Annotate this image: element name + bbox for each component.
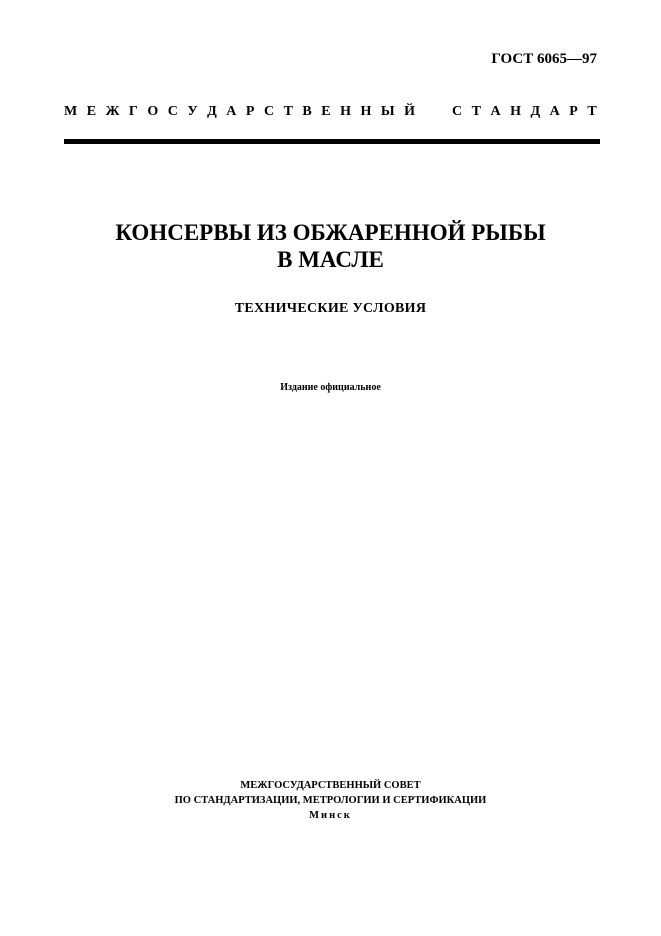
document-title <box>0 219 661 273</box>
standard-type-letter: Г <box>128 104 138 119</box>
word-gap <box>425 104 443 120</box>
standard-number: ГОСТ 6065—97 <box>491 51 597 67</box>
standard-type-letter: Н <box>340 104 351 119</box>
standard-type-letter: М <box>64 104 78 119</box>
standard-type-letter: Р <box>569 104 578 119</box>
title-line-2: В МАСЛЕ <box>277 247 384 272</box>
standard-type-letter: Д <box>530 104 541 119</box>
edition-note: Издание официальное <box>280 382 381 393</box>
standard-type-letter: Р <box>245 104 255 119</box>
standard-type-letter: Н <box>360 104 372 119</box>
standard-type-letter: Е <box>321 104 331 119</box>
standard-type-letter: О <box>147 104 159 119</box>
publisher-block <box>0 778 661 823</box>
standard-type-letter: Т <box>471 104 481 119</box>
standard-type-letter: А <box>490 104 501 119</box>
standard-type-letter: В <box>302 104 312 119</box>
council-line-1: МЕЖГОСУДАРСТВЕННЫЙ СОВЕТ <box>240 780 421 791</box>
standard-type-letter: Н <box>510 104 522 119</box>
document-subtitle: ТЕХНИЧЕСКИЕ УСЛОВИЯ <box>234 301 427 316</box>
standard-type-letter: Д <box>207 104 217 119</box>
standard-type-letter: С <box>452 104 463 119</box>
standard-type-letter: Т <box>283 104 293 119</box>
standard-type-letter: С <box>263 104 275 119</box>
header-rule <box>64 139 600 144</box>
standard-type-letter: С <box>167 104 178 119</box>
standard-type-letter: Й <box>404 104 416 119</box>
standard-type-heading <box>64 104 597 120</box>
title-line-1: КОНСЕРВЫ ИЗ ОБЖАРЕННОЙ РЫБЫ <box>115 220 546 245</box>
council-line-2: ПО СТАНДАРТИЗАЦИИ, МЕТРОЛОГИИ И СЕРТИФИКАЦИИ <box>174 795 487 806</box>
standard-type-letter: А <box>226 104 237 119</box>
standard-type-letter: А <box>549 104 560 119</box>
standard-type-letter: У <box>187 104 198 119</box>
standard-type-letter: Е <box>86 104 97 119</box>
standard-type-letter: Т <box>587 104 597 119</box>
standard-type-letter: Ж <box>105 104 120 119</box>
publisher-city: Минск <box>309 810 352 821</box>
standard-type-letter: Ы <box>380 104 395 119</box>
